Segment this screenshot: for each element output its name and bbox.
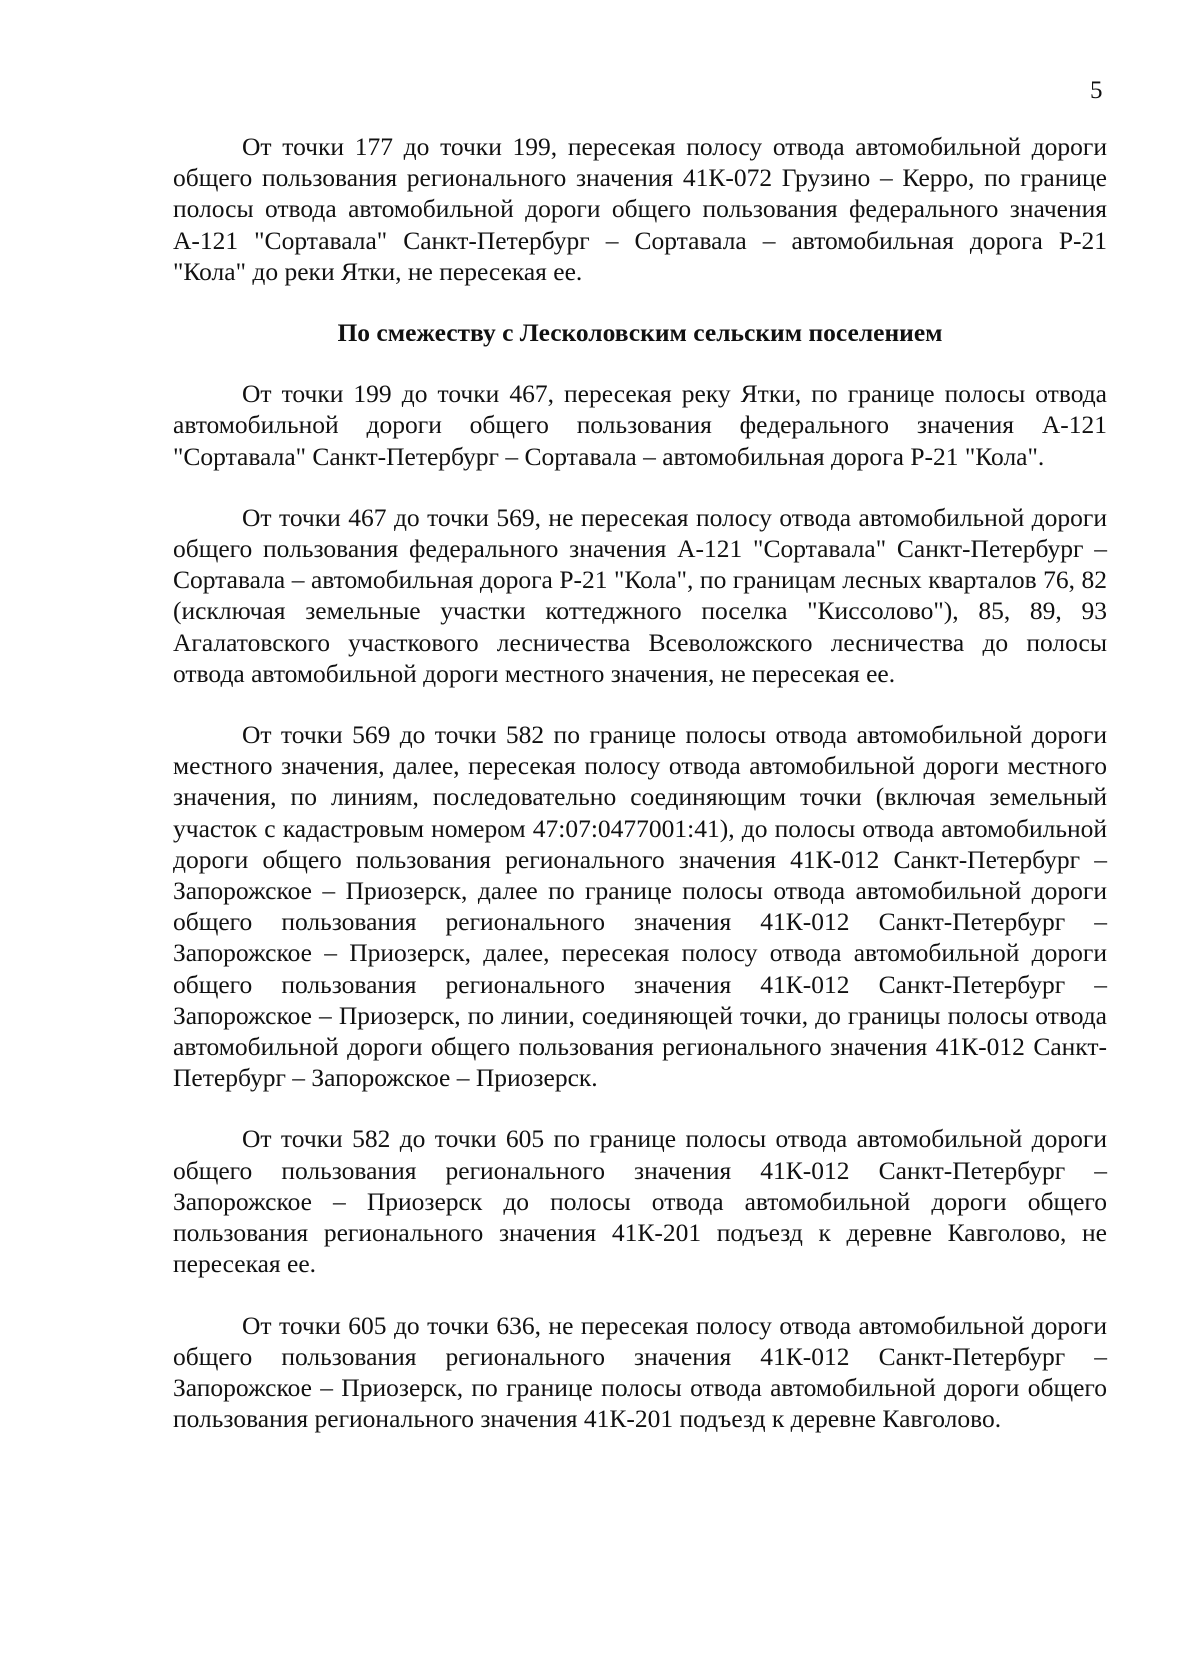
paragraph: От точки 569 до точки 582 по границе полосы отвода автомобильной дороги местного значения, далее, пересекая полосу отвода автомобильной дороги местного значения, по линиям, последовательно соединяющим точки (включая земельный участок с кадастровым номером 47:07:0477001:41), до полосы отвода автомобильной дороги общего пользования регионального значения 41К-012 Санкт-Петербург – Запорожское – Приозерск, далее по границе полосы отвода автомобильной дороги общего пользования регионального значения 41К-012 Санкт-Петербург – Запорожское – Приозерск, далее, пересекая полосу отвода автомобильной дороги общего пользования регионального значения 41К-012 Санкт-Петербург – Запорожское – Приозерск, по линии, соединяющей точки, до границы полосы отвода автомобильной дороги общего пользования регионального значения 41К-012 Санкт-Петербург – Запорожское – Приозерск. [173,720,1107,1093]
spacer [173,689,1107,719]
paragraph: От точки 199 до точки 467, пересекая реку Ятки, по границе полосы отвода автомобильной дороги общего пользования федерального значения А-121 "Сортавала" Санкт-Петербург – Сортавала – автомобильная дорога Р-21 "Кола". [173,379,1107,471]
paragraph: От точки 605 до точки 636, не пересекая полосу отвода автомобильной дороги общего пользования регионального значения 41К-012 Санкт-Петербург – Запорожское – Приозерск, по границе полосы отвода автомобильной дороги общего пользования регионального значения 41К-201 подъезд к деревне Кавголово. [173,1310,1107,1434]
spacer [173,1280,1107,1310]
page-number: 5 [1090,77,1103,104]
spacer [173,348,1107,378]
spacer [173,472,1107,502]
spacer [173,287,1107,317]
section-heading: По смежеству с Лесколовским сельским поселением [337,318,943,348]
paragraph: От точки 177 до точки 199, пересекая полосу отвода автомобильной дороги общего пользования регионального значения 41К-072 Грузино – Керро, по границе полосы отвода автомобильной дороги общего пользования федерального значения А-121 "Сортавала" Санкт-Петербург – Сортавала – автомобильная дорога Р-21 "Кола" до реки Ятки, не пересекая ее. [173,132,1107,286]
paragraph: От точки 467 до точки 569, не пересекая полосу отвода автомобильной дороги общего пользования федерального значения А-121 "Сортавала" Санкт-Петербург – Сортавала – автомобильная дорога Р-21 "Кола", по границам лесных кварталов 76, 82 (исключая земельные участки коттеджного поселка "Киссолово"), 85, 89, 93 Агалатовского участкового лесничества Всеволожского лесничества до полосы отвода автомобильной дороги местного значения, не пересекая ее. [173,502,1107,688]
spacer [173,1093,1107,1123]
document-body [173,131,1107,1434]
paragraph: От точки 582 до точки 605 по границе полосы отвода автомобильной дороги общего пользования регионального значения 41К-012 Санкт-Петербург – Запорожское – Приозерск до полосы отвода автомобильной дороги общего пользования регионального значения 41К-201 подъезд к деревне Кавголово, не пересекая ее. [173,1124,1107,1279]
